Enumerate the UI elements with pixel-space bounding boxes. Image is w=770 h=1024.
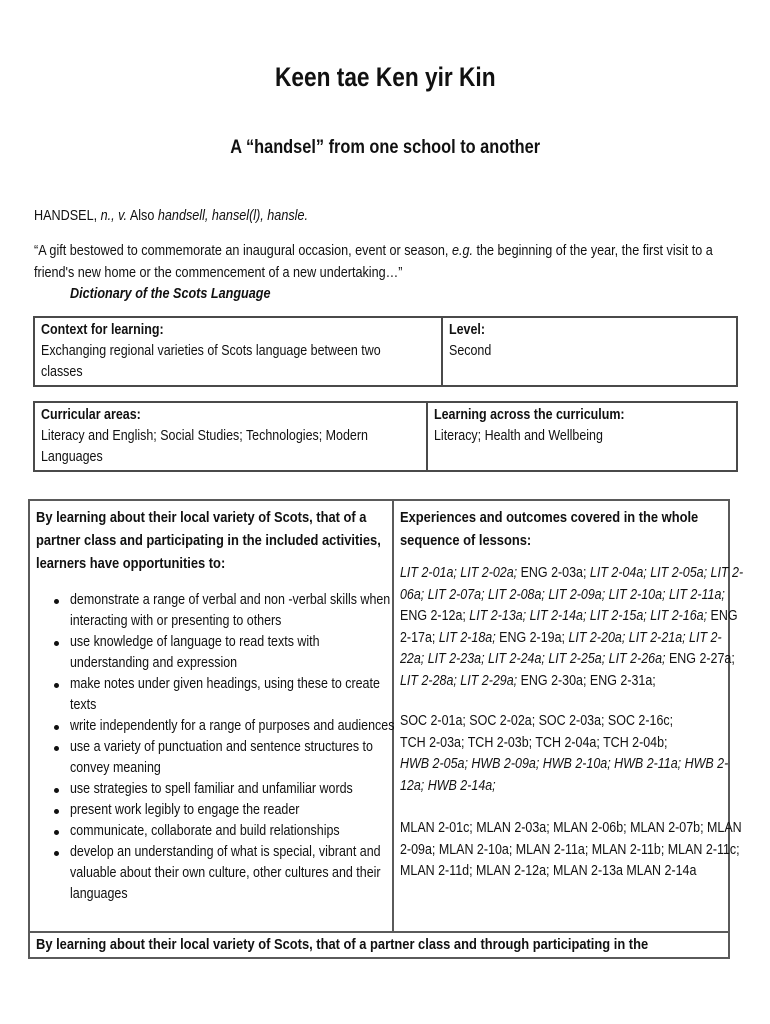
opportunities-heading [36,506,437,575]
context-table [33,316,738,387]
page-title: Keen tae Ken yir Kin [274,62,496,92]
definition-also: Also [129,208,155,224]
curricular-heading: Curricular areas: [41,407,141,423]
definition-quote-line-1 [34,240,713,262]
across-curriculum-heading: Learning across the curriculum: [434,407,625,423]
definition-variants: handsell, hansel(l), hansle. [157,208,308,224]
definition-quote-line-2: friend's new home or the commencement of a new undertaking…” [34,265,403,281]
codes-line: MLAN 2-11d; MLAN 2-12a; MLAN 2-13a MLAN 2-14a [400,863,697,879]
codes-line: 06a; LIT 2-07a; LIT 2-08a; LIT 2-09a; LIT 2-10a; LIT 2-11a; [400,586,725,603]
literacy-codes [400,563,770,692]
definition-source: Dictionary of the Scots Language [70,286,271,302]
list-item: demonstrate a range of verbal and non -verbal skills when interacting with or presenting to others [42,590,447,632]
opportunities-list [42,590,447,905]
curricular-table [33,401,738,472]
definition-head: HANDSEL, [34,208,98,224]
curricular-line-2: Languages [41,449,103,465]
across-curriculum-cell [427,402,737,471]
list-item: use knowledge of language to read texts with understanding and expression [42,632,447,674]
list-item: make notes under given headings, using these to create texts [42,674,447,716]
bullet-icon [54,851,59,856]
bullet-icon [54,641,59,646]
list-item: develop an understanding of what is special, vibrant and valuable about their own culture, other cultures and their languages [42,842,447,905]
curricular-line-1: Literacy and English; Social Studies; Technologies; Modern [41,428,368,444]
codes-line: TCH 2-03a; TCH 2-03b; TCH 2-04a; TCH 2-04b; [400,734,668,751]
context-line-1: Exchanging regional varieties of Scots language between two [41,343,381,359]
bullet-icon [54,683,59,688]
codes-line: HWB 2-05a; HWB 2-09a; HWB 2-10a; HWB 2-11a; HWB 2- [400,756,729,772]
codes-line: ENG 2-12a; LIT 2-13a; LIT 2-14a; LIT 2-15a; LIT 2-16a; ENG [400,608,738,624]
opportunities-heading-line: learners have opportunities to: [36,555,226,572]
list-item: communicate, collaborate and build relationships [42,821,447,842]
bullet-icon [54,725,59,730]
definition-headword-line [34,205,643,227]
codes-line: MLAN 2-01c; MLAN 2-03a; MLAN 2-06b; MLAN 2-07b; MLAN [400,820,742,836]
outcomes-heading [400,506,747,552]
level-value: Second [448,343,492,359]
codes-line: LIT 2-01a; LIT 2-02a; ENG 2-03a; LIT 2-04a; LIT 2-05a; LIT 2- [400,565,744,581]
bottom-row-text: By learning about their local variety of Scots, that of a partner class and through participating in the [36,936,649,953]
opportunities-heading-line: partner class and participating in the included activities, [36,532,381,549]
learning-outcomes-table [28,499,744,959]
context-heading: Context for learning: [41,322,164,338]
social-tech-health-codes [400,711,770,797]
list-item: use a variety of punctuation and sentence structures to convey meaning [42,737,447,779]
list-item: write independently for a range of purposes and audiences [42,716,447,737]
list-item: use strategies to spell familiar and unfamiliar words [42,779,447,800]
bullet-icon [54,746,59,751]
bullet-icon [54,809,59,814]
quote-eg: e.g. [451,243,473,259]
codes-line: 2-09a; MLAN 2-10a; MLAN 2-11a; MLAN 2-11b; MLAN 2-11c; [400,841,740,858]
bullet-icon [54,599,59,604]
codes-line: 22a; LIT 2-23a; LIT 2-24a; LIT 2-25a; LIT 2-26a; ENG 2-27a; [400,651,735,667]
quote-text: “A gift bestowed to commemorate an inaugural occasion, event or season, [34,243,449,259]
outcomes-heading-line: Experiences and outcomes covered in the whole [400,509,699,526]
level-heading: Level: [448,322,486,338]
curricular-cell [34,402,427,471]
row-divider [30,931,728,933]
opportunities-heading-line: By learning about their local variety of Scots, that of a [36,509,367,526]
codes-line: LIT 2-28a; LIT 2-29a; ENG 2-30a; ENG 2-31a; [400,672,656,689]
across-curriculum-value: Literacy; Health and Wellbeing [434,428,604,444]
modern-languages-codes [400,818,770,883]
bullet-icon [54,788,59,793]
codes-line: 12a; HWB 2-14a; [400,777,496,794]
level-cell [442,317,737,386]
list-item: present work legibly to engage the reader [42,800,447,821]
definition-pos: n., v. [100,208,128,224]
context-cell [34,317,442,386]
context-line-2: classes [41,364,83,380]
outcomes-heading-line: sequence of lessons: [400,532,532,549]
page-subtitle: A “handsel” from one school to another [230,137,540,158]
codes-line: SOC 2-01a; SOC 2-02a; SOC 2-03a; SOC 2-16c; [400,713,674,729]
quote-text-cont: the beginning of the year, the first visit to a [476,243,713,259]
codes-line: 2-17a; LIT 2-18a; ENG 2-19a; LIT 2-20a; LIT 2-21a; LIT 2- [400,629,722,646]
bullet-icon [54,830,59,835]
